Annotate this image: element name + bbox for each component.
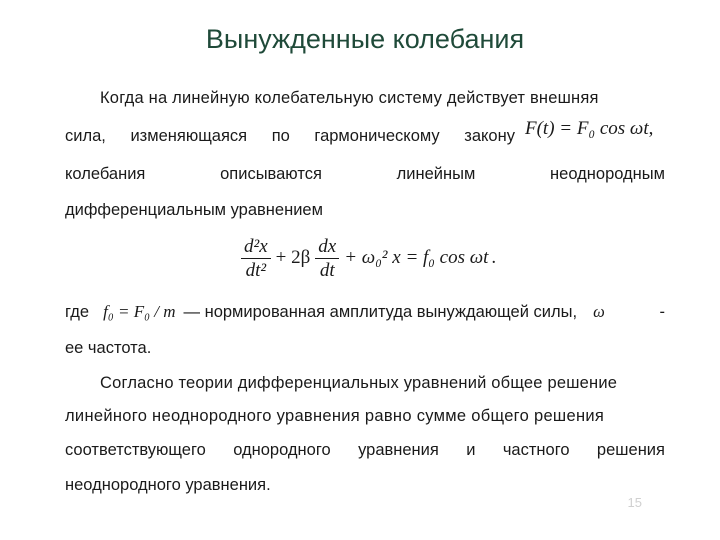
force-formula [525, 118, 653, 140]
word: и [466, 441, 476, 459]
eq-middle-1: + 2β [275, 247, 311, 268]
definition-prefix: где [65, 303, 90, 321]
definition-line [65, 302, 665, 322]
word: частного [502, 441, 570, 459]
word: неоднородным [550, 165, 665, 183]
paragraph1-line4: дифференциальным уравнением [65, 201, 323, 219]
force-formula-text: F(t) = F₀ cos ωt [525, 118, 649, 139]
paragraph1-line3 [65, 164, 665, 184]
amplitude-formula: f₀ = F₀ / m [103, 302, 176, 321]
eq-middle-2: + ω₀² x = f₀ cos ωt [344, 247, 489, 268]
frac2-denominator: dt [319, 259, 335, 281]
eq-end: . [491, 247, 497, 268]
word: описываются [220, 165, 322, 183]
frac1-numerator: d²x [241, 235, 271, 259]
first-derivative-fraction [315, 235, 339, 282]
paragraph2-line3 [65, 440, 665, 460]
word: решения [596, 441, 665, 459]
word: однородного [233, 441, 331, 459]
paragraph1-line2 [65, 126, 515, 146]
definition-text: — нормированная амплитуда вынуждающей силы, [183, 303, 578, 321]
paragraph2-line4: неоднородного уравнения. [65, 476, 271, 494]
paragraph2-line1 [100, 373, 665, 393]
word: изменяющаяся [130, 127, 248, 145]
paragraph1-line1-text: Когда на линейную колебательную систему действует внешняя [100, 89, 599, 107]
frac2-numerator: dx [315, 235, 339, 259]
slide-title: Вынужденные колебания [205, 24, 525, 54]
word: уравнения [358, 441, 439, 459]
frac1-denominator: dt² [245, 259, 267, 281]
paragraph1-line1 [100, 88, 665, 108]
word: гармоническому [314, 127, 440, 145]
trailing-comma: , [648, 118, 654, 139]
word: колебания [65, 165, 146, 183]
word: закону [464, 127, 515, 145]
omega-symbol: ω [593, 302, 605, 321]
paragraph2-line1-text: Согласно теории дифференциальных уравнений общее решение [100, 374, 618, 392]
word: сила, [65, 127, 106, 145]
word: по [271, 127, 290, 145]
main-equation [238, 230, 496, 286]
second-derivative-fraction [241, 235, 271, 282]
word: соответствующего [65, 441, 206, 459]
paragraph2-line2: линейного неоднородного уравнения равно сумме общего решения [65, 407, 605, 425]
definition-dash: - [659, 303, 665, 321]
word: линейным [396, 165, 476, 183]
definition-line2: ее частота. [65, 339, 152, 357]
page-number: 15 [627, 495, 642, 510]
